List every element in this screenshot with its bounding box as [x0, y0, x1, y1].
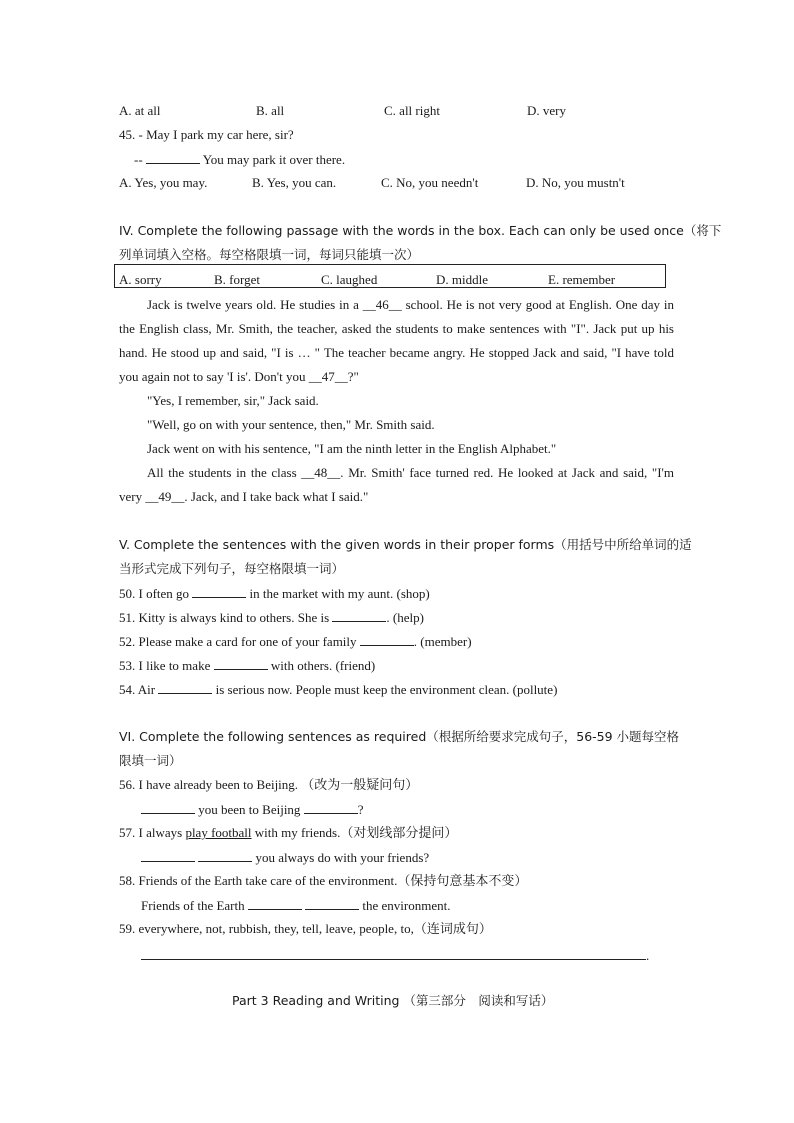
answer-line[interactable] — [141, 959, 646, 960]
answer-blank[interactable] — [192, 585, 246, 598]
q44-option-b: B. all — [256, 103, 285, 118]
q45-option-d: D. No, you mustn't — [526, 175, 625, 190]
section6-title-line1: VI. Complete the following sentences as required（根据所给要求完成句子，56-59 小题每空格 — [119, 729, 680, 744]
question-58-answer: Friends of the Earth the environment. — [141, 898, 451, 913]
question-58: 58. Friends of the Earth take care of the environment.（保持句意基本不变） — [119, 873, 528, 888]
answer-blank[interactable] — [146, 151, 200, 164]
question-56-answer: you been to Beijing ? — [141, 801, 363, 818]
answer-blank[interactable] — [158, 681, 212, 694]
q45-option-c: C. No, you needn't — [381, 175, 479, 190]
answer-blank[interactable] — [141, 801, 195, 814]
passage — [119, 293, 674, 509]
answer-blank[interactable] — [304, 801, 358, 814]
question-57-answer: you always do with your friends? — [141, 849, 429, 866]
q45-option-a: A. Yes, you may. — [119, 175, 208, 190]
question-59: 59. everywhere, not, rubbish, they, tell, leave, people, to,（连词成句） — [119, 921, 492, 936]
answer-line-period: . — [646, 948, 650, 963]
q44-option-d: D. very — [527, 103, 566, 118]
q45-option-b: B. Yes, you can. — [252, 175, 337, 190]
answer-blank[interactable] — [214, 657, 268, 670]
part3-title: Part 3 Reading and Writing （第三部分 阅读和写话） — [232, 993, 554, 1008]
question-52: 52. Please make a card for one of your family . (member) — [119, 634, 472, 649]
q45-question: 45. - May I park my car here, sir? — [119, 127, 294, 142]
question-51: 51. Kitty is always kind to others. She is . (help) — [119, 610, 424, 625]
passage-paragraph: Jack is twelve years old. He studies in a __46__ school. He is not very good at English. One day in the English class, Mr. Smith, the teacher, asked the students to make sentences with "I". Jack put up his hand. He stood up and said, "I is … " The teacher became angry. He stopped Jack and said, "I have told you again not to say 'I is'. Don't you __47__?" — [119, 297, 674, 384]
word-box-item: C. laughed — [321, 272, 378, 287]
word-box-item: A. sorry — [119, 272, 162, 287]
q44-option-a: A. at all — [119, 103, 161, 118]
section5-title-line1: V. Complete the sentences with the given words in their proper forms（用括号中所给单词的适 — [119, 537, 692, 552]
section5-title-line2: 当形式完成下列句子，每空格限填一词） — [119, 561, 345, 576]
answer-blank[interactable] — [141, 849, 195, 862]
question-56: 56. I have already been to Beijing. （改为一般疑问句） — [119, 777, 419, 792]
passage-paragraph: Jack went on with his sentence, "I am the ninth letter in the English Alphabet." — [147, 441, 557, 456]
section6-title-line2: 限填一词） — [119, 753, 182, 768]
q44-option-c: C. all right — [384, 103, 440, 118]
question-54: 54. Air is serious now. People must keep the environment clean. (pollute) — [119, 682, 558, 697]
question-53: 53. I like to make with others. (friend) — [119, 658, 376, 673]
passage-paragraph: "Yes, I remember, sir," Jack said. — [147, 393, 319, 408]
word-box-item: D. middle — [436, 272, 488, 287]
word-box-item: E. remember — [548, 272, 616, 287]
answer-blank[interactable] — [332, 609, 386, 622]
answer-blank[interactable] — [198, 849, 252, 862]
passage-paragraph: All the students in the class __48__. Mr. Smith' face turned red. He looked at Jack and said, "I'm very __49__. Jack, and I take back what I said." — [119, 465, 674, 504]
section4-title-line2: 列单词填入空格。每空格限填一词，每词只能填一次） — [119, 247, 420, 262]
answer-blank[interactable] — [360, 633, 414, 646]
word-box-item: B. forget — [214, 272, 260, 287]
q45-reply: -- You may park it over there. — [134, 152, 346, 167]
underlined-phrase: play football — [185, 825, 252, 840]
answer-blank[interactable] — [248, 897, 302, 910]
passage-paragraph: "Well, go on with your sentence, then," Mr. Smith said. — [147, 417, 435, 432]
answer-blank[interactable] — [305, 897, 359, 910]
question-57: 57. I always play football with my friends.（对划线部分提问） — [119, 825, 458, 840]
question-50: 50. I often go in the market with my aunt. (shop) — [119, 586, 430, 601]
section4-title-line1: IV. Complete the following passage with the words in the box. Each can only be used once（将下 — [119, 223, 722, 238]
